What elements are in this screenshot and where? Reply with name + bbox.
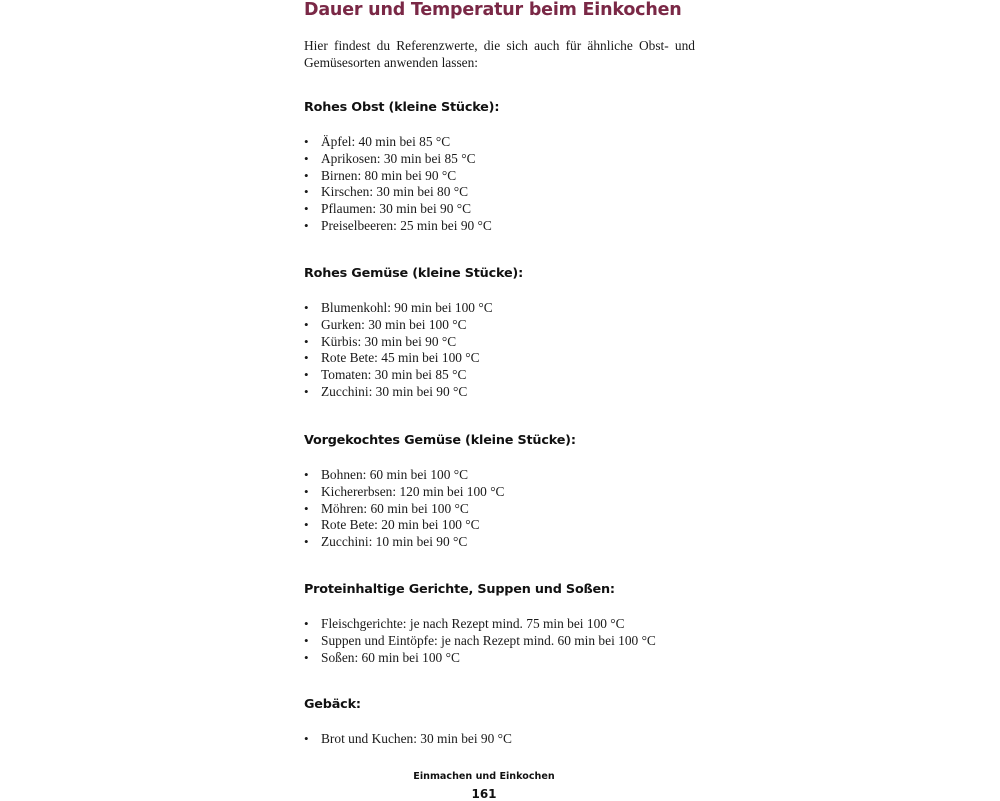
bullet-icon: • [304, 483, 309, 499]
section-heading: Vorgekochtes Gemüse (kleine Stücke): [304, 433, 576, 448]
bullet-icon: • [304, 134, 309, 149]
text-column [304, 0, 695, 746]
list-item [304, 201, 695, 218]
section-raw-vegetables [304, 265, 695, 401]
bullet-icon: • [304, 150, 309, 166]
list-item-text: Rote Bete: 20 min bei 100 °C [321, 517, 480, 533]
bullet-icon: • [304, 467, 309, 482]
list-item [304, 534, 695, 551]
list-item [304, 184, 695, 201]
bullet-icon: • [304, 632, 309, 648]
bullet-icon: • [304, 316, 309, 332]
bullet-icon: • [304, 500, 309, 516]
list-item-text: Gurken: 30 min bei 100 °C [321, 316, 467, 332]
list-item-text: Rote Bete: 45 min bei 100 °C [321, 350, 480, 366]
list-item [304, 384, 695, 401]
bullet-icon: • [304, 184, 309, 200]
list-item [304, 501, 695, 518]
list-item-text: Suppen und Eintöpfe: je nach Rezept mind. 60 min bei 100 °C [321, 632, 656, 648]
list-item [304, 218, 695, 235]
section-heading: Rohes Obst (kleine Stücke): [304, 100, 500, 115]
list-item-text: Fleischgerichte: je nach Rezept mind. 75 min bei 100 °C [321, 616, 625, 631]
section-heading: Proteinhaltige Gerichte, Suppen und Soßen: [304, 582, 615, 597]
list-item-text: Birnen: 80 min bei 90 °C [321, 167, 457, 183]
list-item-text: Pflaumen: 30 min bei 90 °C [321, 201, 472, 217]
list-item-text: Möhren: 60 min bei 100 °C [321, 500, 469, 516]
intro-paragraph: Hier findest du Referenzwerte, die sich auch für ähnliche Obst- und Gemüsesorten anwenden lassen: [304, 38, 695, 70]
list-item-text: Zucchini: 10 min bei 90 °C [321, 534, 468, 550]
list-item-text: Soßen: 60 min bei 100 °C [321, 649, 460, 665]
bullet-icon: • [304, 201, 309, 217]
bullet-icon: • [304, 217, 309, 233]
list-item-text: Kürbis: 30 min bei 90 °C [321, 333, 457, 349]
bullet-icon: • [304, 383, 309, 399]
list-item [304, 484, 695, 501]
page-title: Dauer und Temperatur beim Einkochen [304, 0, 682, 20]
list-item-text: Preiselbeeren: 25 min bei 90 °C [321, 217, 492, 233]
list-item [304, 317, 695, 334]
list-item [304, 633, 695, 650]
list-item [304, 151, 695, 168]
list-item [304, 134, 695, 151]
bullet-icon: • [304, 167, 309, 183]
reference-list [304, 134, 695, 235]
list-item-text: Äpfel: 40 min bei 85 °C [321, 134, 451, 149]
reference-list [304, 731, 695, 748]
bullet-icon: • [304, 649, 309, 665]
list-item [304, 300, 695, 317]
bullet-icon: • [304, 731, 309, 746]
list-item [304, 168, 695, 185]
bullet-icon: • [304, 300, 309, 315]
page-number: 161 [471, 787, 497, 801]
list-item-text: Blumenkohl: 90 min bei 100 °C [321, 300, 493, 315]
reference-list [304, 616, 695, 666]
section-heading: Rohes Gemüse (kleine Stücke): [304, 266, 523, 281]
bullet-icon: • [304, 367, 309, 383]
bullet-icon: • [304, 534, 309, 550]
list-item [304, 350, 695, 367]
list-item-text: Brot und Kuchen: 30 min bei 90 °C [321, 731, 512, 746]
list-item [304, 517, 695, 534]
list-item [304, 650, 695, 667]
bullet-icon: • [304, 616, 309, 631]
list-item-text: Aprikosen: 30 min bei 85 °C [321, 150, 476, 166]
section-raw-fruit [304, 99, 695, 235]
list-item [304, 334, 695, 351]
list-item [304, 367, 695, 384]
bullet-icon: • [304, 333, 309, 349]
bullet-icon: • [304, 517, 309, 533]
reference-list [304, 467, 695, 551]
list-item-text: Kirschen: 30 min bei 80 °C [321, 184, 469, 200]
list-item [304, 731, 695, 748]
list-item [304, 467, 695, 484]
list-item-text: Bohnen: 60 min bei 100 °C [321, 467, 469, 482]
list-item [304, 616, 695, 633]
list-item-text: Kichererbsen: 120 min bei 100 °C [321, 483, 505, 499]
section-precooked-vegetables [304, 432, 695, 551]
section-heading: Gebäck: [304, 697, 361, 712]
running-footer-title: Einmachen und Einkochen [413, 771, 555, 782]
section-protein-dishes [304, 581, 695, 666]
list-item-text: Tomaten: 30 min bei 85 °C [321, 367, 467, 383]
reference-list [304, 300, 695, 401]
bullet-icon: • [304, 350, 309, 366]
list-item-text: Zucchini: 30 min bei 90 °C [321, 383, 468, 399]
section-baked-goods [304, 696, 695, 748]
